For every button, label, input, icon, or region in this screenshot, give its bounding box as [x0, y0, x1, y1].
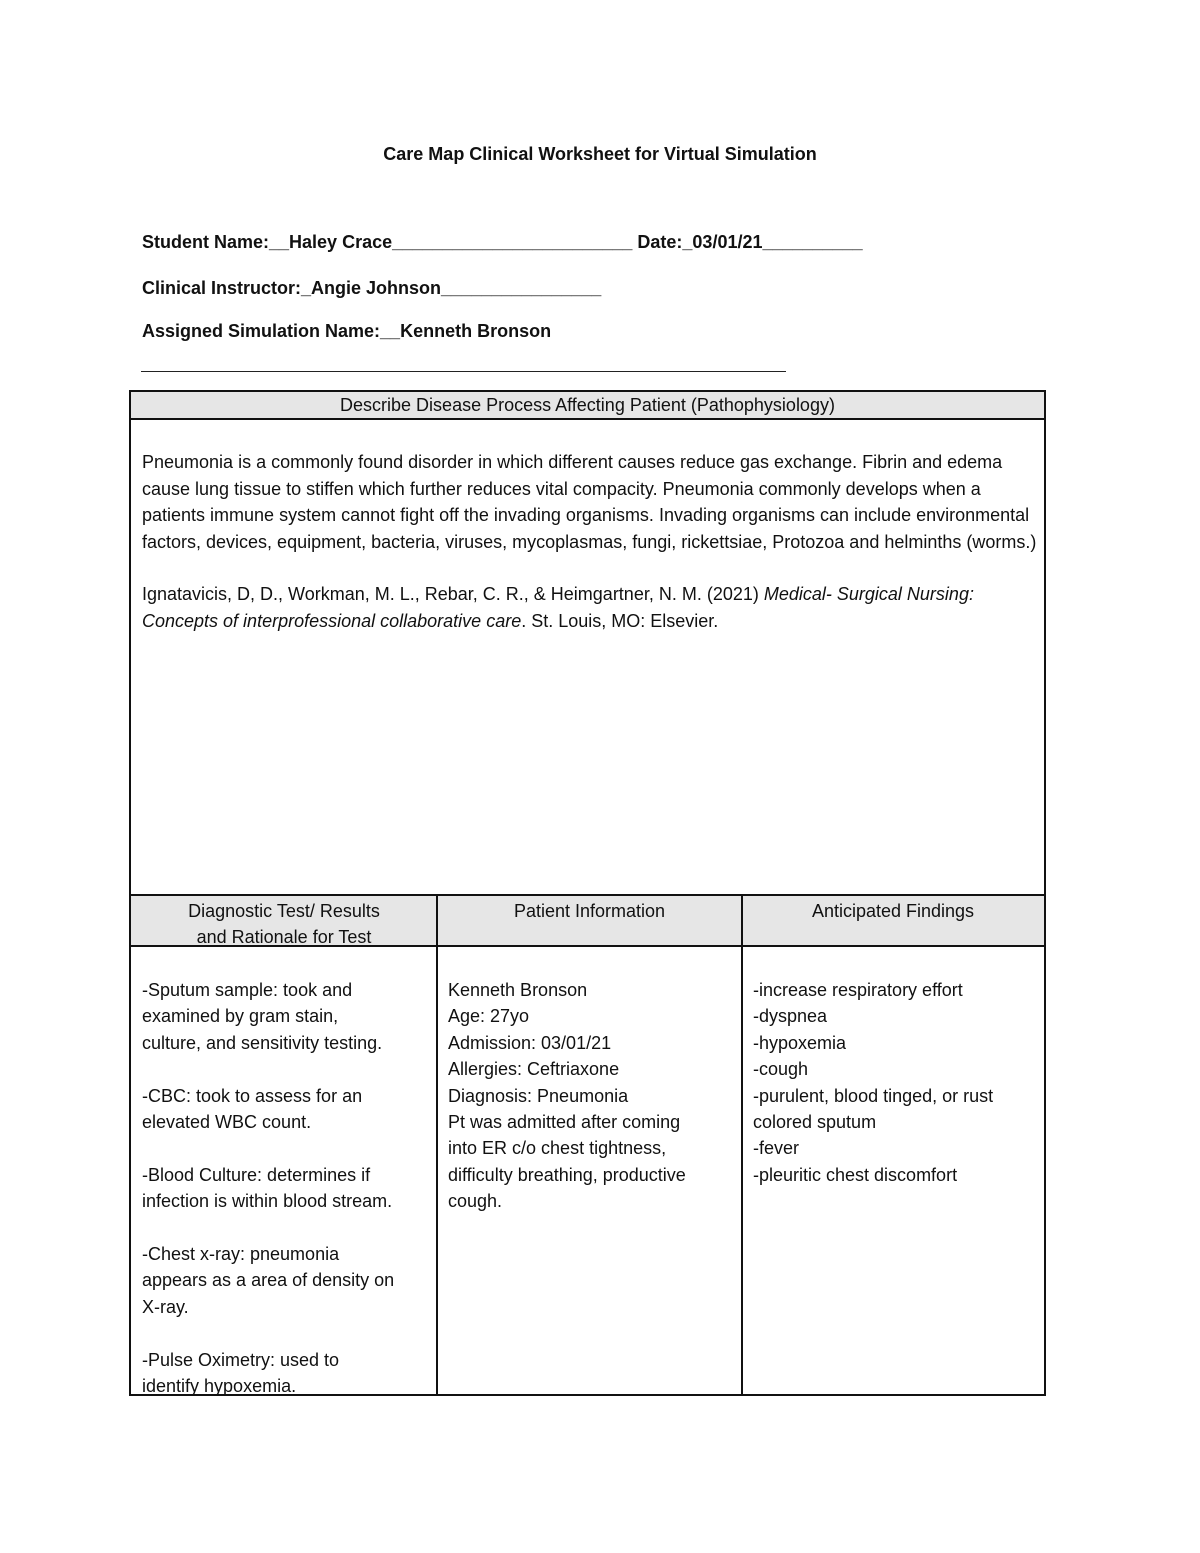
student-name-value: __Haley Crace________________________	[269, 232, 633, 252]
patient-info-line: Allergies: Ceftriaxone	[448, 1059, 620, 1080]
column-divider	[741, 896, 743, 1396]
diagnostic-entry-line: elevated WBC count.	[142, 1112, 312, 1133]
citation	[142, 581, 1037, 634]
pathophysiology-paragraph: Pneumonia is a commonly found disorder in which different causes reduce gas exchange. Fibrin and edema cause lung tissue to stiffen which further reduces vital compacity. Pneumonia commonly develops when a patients immune system cannot fight off the invading organisms. Invading organisms can include environmental factors, devices, equipment, bacteria, viruses, mycoplasmas, fungi, rickettsiae, Protozoa and helminths (worms.)	[142, 452, 1037, 552]
diagnostic-entry-line: -Pulse Oximetry: used to	[142, 1349, 340, 1370]
date-label: Date:	[637, 232, 683, 252]
finding-line: -hypoxemia	[753, 1032, 847, 1053]
simulation-value: __Kenneth Bronson	[380, 321, 552, 341]
diagnostic-header-line: Diagnostic Test/ Results	[188, 901, 380, 921]
patient-info-line: Kenneth Bronson	[448, 980, 588, 1000]
column-divider	[436, 896, 438, 1396]
diagnostic-entry-line: -Blood Culture: determines if	[142, 1164, 371, 1185]
diagnostic-entry-line: -Chest x-ray: pneumonia	[142, 1244, 340, 1265]
patient-info-line: Pt was admitted after coming	[448, 1112, 681, 1133]
diagnostic-entry-line: culture, and sensitivity testing.	[142, 1032, 383, 1053]
diagnostic-entry	[142, 1162, 432, 1215]
diagnostic-entry	[142, 1241, 432, 1320]
page-title: Care Map Clinical Worksheet for Virtual Simulation	[383, 144, 817, 164]
instructor-label: Clinical Instructor:	[142, 278, 302, 298]
findings-column-header: Anticipated Findings	[742, 896, 1044, 947]
diagnostic-entry	[142, 977, 432, 1056]
instructor-value: _Angie Johnson________________	[301, 278, 602, 298]
finding-line: -purulent, blood tinged, or rust	[753, 1085, 994, 1106]
student-name-label: Student Name:	[142, 232, 270, 252]
diagnostic-column-header	[131, 896, 437, 947]
instructor-row	[142, 278, 601, 299]
diagnostic-entry-line: identify hypoxemia.	[142, 1376, 297, 1397]
patient-info-line: difficulty breathing, productive	[448, 1164, 686, 1185]
finding-line: -cough	[753, 1059, 809, 1080]
patient-info-line: Admission: 03/01/21	[448, 1032, 612, 1053]
pathophysiology-body	[142, 449, 1037, 660]
simulation-row	[142, 321, 551, 342]
simulation-label: Assigned Simulation Name:	[142, 321, 381, 341]
patient-column-header: Patient Information	[437, 896, 742, 947]
finding-line: -dyspnea	[753, 1006, 828, 1027]
diagnostic-entry-line: X-ray.	[142, 1296, 189, 1317]
diagnostic-entry-line: -Sputum sample: took and	[142, 980, 353, 1000]
findings-column-body	[753, 977, 1038, 1188]
patient-info-line: cough.	[448, 1191, 503, 1212]
diagnostic-entry-line: examined by gram stain,	[142, 1006, 339, 1027]
pathophysiology-header: Describe Disease Process Affecting Patient (Pathophysiology)	[131, 392, 1044, 420]
finding-line: -fever	[753, 1138, 800, 1159]
finding-line: colored sputum	[753, 1112, 877, 1133]
diagnostic-entry-line: infection is within blood stream.	[142, 1191, 393, 1212]
diagnostic-entry-line: -CBC: took to assess for an	[142, 1085, 363, 1106]
finding-line: -increase respiratory effort	[753, 980, 963, 1000]
diagnostic-entry	[142, 1347, 432, 1400]
care-map-table	[129, 390, 1046, 1396]
date-value: _03/01/21__________	[682, 232, 863, 252]
patient-info-line: into ER c/o chest tightness,	[448, 1138, 667, 1159]
diagnostic-header-line: and Rationale for Test	[196, 927, 372, 947]
diagnostic-entry-line: appears as a area of density on	[142, 1270, 395, 1291]
student-name-row	[142, 232, 863, 253]
diagnostic-column-body	[142, 977, 432, 1426]
finding-line: -pleuritic chest discomfort	[753, 1164, 958, 1185]
patient-column-body	[448, 977, 736, 1215]
citation-title: Medical- Surgical Nursing: Concepts of interprofessional collaborative care	[142, 584, 974, 631]
patient-info-line: Age: 27yo	[448, 1006, 530, 1027]
citation-publisher: . St. Louis, MO: Elsevier.	[521, 610, 719, 631]
signature-underline	[141, 371, 786, 372]
diagnostic-entry	[142, 1083, 432, 1136]
patient-info-line: Diagnosis: Pneumonia	[448, 1085, 629, 1106]
citation-authors: Ignatavicis, D, D., Workman, M. L., Rebar, C. R., & Heimgartner, N. M. (2021)	[142, 584, 764, 604]
